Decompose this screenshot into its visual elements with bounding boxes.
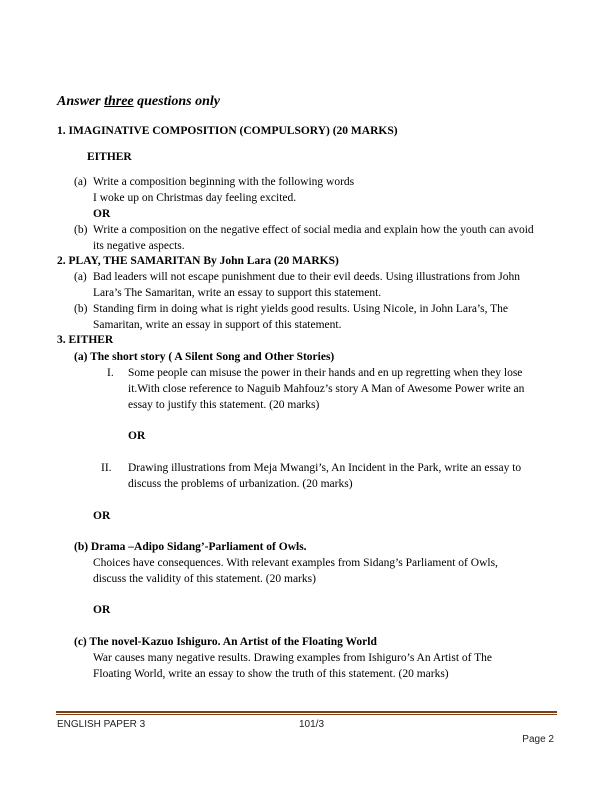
q3-b-title: (b) Drama –Adipo Sidang’-Parliament of Owls. bbox=[74, 541, 307, 553]
q3-or-1: OR bbox=[128, 430, 146, 442]
instruction-heading bbox=[57, 94, 220, 110]
q1-b-line2: its negative aspects. bbox=[93, 240, 185, 252]
q2-b-label: (b) bbox=[74, 303, 88, 315]
q1-either: EITHER bbox=[87, 151, 132, 163]
instruction-post: questions only bbox=[133, 94, 220, 109]
q3-a-title: (a) The short story ( A Silent Song and Other Stories) bbox=[74, 351, 335, 363]
q1-title: 1. IMAGINATIVE COMPOSITION (COMPULSORY) (20 MARKS) bbox=[57, 125, 398, 137]
footer-center: 101/3 bbox=[299, 719, 325, 730]
q1-or: OR bbox=[93, 208, 111, 220]
q3-c-line1: War causes many negative results. Drawing examples from Ishiguro’s An Artist of The bbox=[93, 652, 493, 664]
footer-rule-thick bbox=[56, 711, 557, 713]
q3-title: 3. EITHER bbox=[57, 334, 114, 346]
q3-b-line2: discuss the validity of this statement. (20 marks) bbox=[93, 573, 316, 585]
q3-ii-label: II. bbox=[101, 462, 112, 474]
q3-or-2: OR bbox=[93, 510, 111, 522]
q1-a-line2: I woke up on Christmas day feeling excited. bbox=[93, 192, 297, 204]
instruction-pre: Answer bbox=[57, 94, 105, 109]
footer-rule-thin bbox=[56, 714, 557, 715]
q2-a-label: (a) bbox=[74, 271, 87, 283]
q3-i-line3: essay to justify this statement. (20 marks) bbox=[128, 399, 320, 411]
q3-ii-line1: Drawing illustrations from Meja Mwangi’s, An Incident in the Park, write an essay to bbox=[128, 462, 522, 474]
q3-b-line1: Choices have consequences. With relevant examples from Sidang’s Parliament of Owls, bbox=[93, 557, 498, 569]
q3-c-line2: Floating World, write an essay to show the truth of this statement. (20 marks) bbox=[93, 668, 449, 680]
instruction-emphasis: three bbox=[104, 94, 134, 109]
q1-a-line1: Write a composition beginning with the following words bbox=[93, 176, 355, 188]
q2-a-line1: Bad leaders will not escape punishment due to their evil deeds. Using illustrations from John bbox=[93, 271, 521, 283]
q3-i-label: I. bbox=[107, 367, 114, 379]
q3-i-line2: it.With close reference to Naguib Mahfouz’s story A Man of Awesome Power write an bbox=[128, 383, 525, 395]
footer-page-number: Page 2 bbox=[522, 734, 554, 745]
q2-b-line1: Standing firm in doing what is right yields good results. Using Nicole, in John Lara’s, The bbox=[93, 303, 509, 315]
q3-c-title: (c) The novel-Kazuo Ishiguro. An Artist of the Floating World bbox=[74, 636, 377, 648]
q1-b-label: (b) bbox=[74, 224, 88, 236]
q3-or-3: OR bbox=[93, 604, 111, 616]
footer-left: ENGLISH PAPER 3 bbox=[57, 719, 146, 730]
q3-ii-line2: discuss the problems of urbanization. (20 marks) bbox=[128, 478, 353, 490]
q2-title: 2. PLAY, THE SAMARITAN By John Lara (20 MARKS) bbox=[57, 255, 339, 267]
q1-b-line1: Write a composition on the negative effect of social media and explain how the youth can avoid bbox=[93, 224, 534, 236]
q3-i-line1: Some people can misuse the power in their hands and en up regretting when they lose bbox=[128, 367, 523, 379]
q2-a-line2: Lara’s The Samaritan, write an essay to support this statement. bbox=[93, 287, 382, 299]
q1-a-label: (a) bbox=[74, 176, 87, 188]
q2-b-line2: Samaritan, write an essay in support of this statement. bbox=[93, 319, 342, 331]
